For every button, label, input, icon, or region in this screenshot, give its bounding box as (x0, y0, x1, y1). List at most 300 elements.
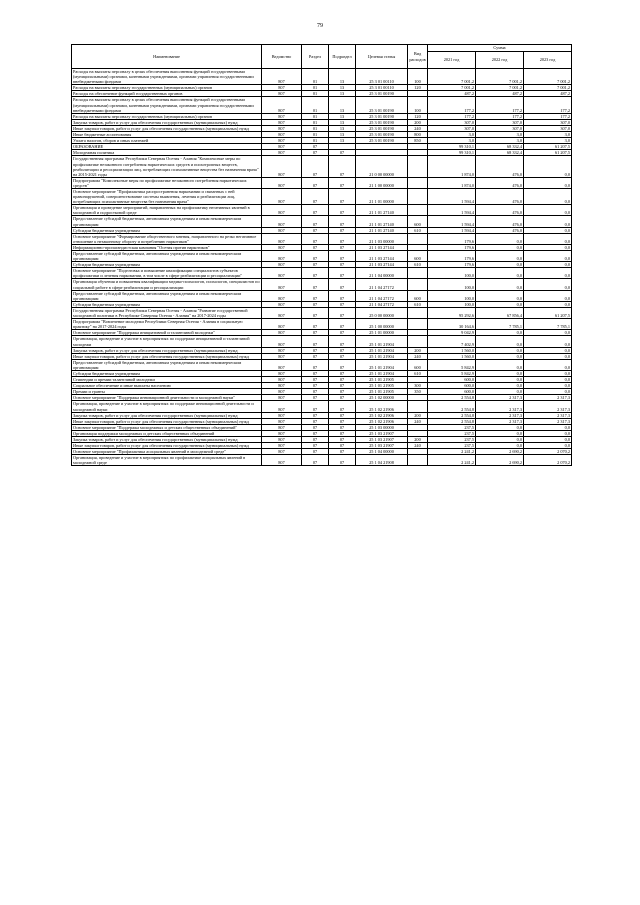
cell-ved: 807 (262, 401, 302, 412)
cell-y2022: 177,2 (476, 113, 524, 119)
cell-podrazdel: 07 (329, 188, 356, 204)
cell-y2023: 0,0 (524, 370, 572, 376)
cell-vr (408, 268, 428, 279)
cell-y2022: 487,2 (476, 91, 524, 97)
cell-y2022: 177,2 (476, 97, 524, 113)
cell-y2021: 5 842,9 (428, 370, 476, 376)
cell-y2022: 476,0 (476, 227, 524, 233)
cell-cs: 25 1 00 00000 (356, 319, 408, 330)
cell-razdel: 07 (302, 437, 329, 443)
cell-ved: 807 (262, 91, 302, 97)
cell-y2023: 2 317,3 (524, 401, 572, 412)
cell-podrazdel: 07 (329, 347, 356, 353)
table-row (72, 233, 572, 244)
cell-cs: 21 1 03 27144 (356, 244, 408, 250)
cell-name: Предоставление субсидий бюджетным, автономным учреждениям и иным некоммерческим организациям (72, 290, 262, 301)
cell-ved: 807 (262, 244, 302, 250)
cell-name: Информационно-пропагандистская кампания "Осетия против наркотиков" (72, 244, 262, 250)
cell-name: Основное мероприятие "Профилактика асоциальных явлений в молодежной среде" (72, 449, 262, 455)
header-razdel: Раздел (302, 45, 329, 69)
cell-razdel: 07 (302, 377, 329, 383)
cell-y2023: 2 317,3 (524, 412, 572, 418)
cell-ved: 807 (262, 443, 302, 449)
cell-ved: 807 (262, 132, 302, 138)
cell-razdel: 01 (302, 125, 329, 131)
cell-name: Субсидии бюджетным учреждениям (72, 301, 262, 307)
table-row (72, 319, 572, 330)
cell-cs: 25 1 02 21906 (356, 418, 408, 424)
cell-y2021: 3,0 (428, 138, 476, 144)
cell-vr: 300 (408, 383, 428, 389)
table-row (72, 177, 572, 188)
cell-y2023: 2 070,2 (524, 455, 572, 466)
cell-razdel: 07 (302, 279, 329, 290)
cell-y2022: 0,0 (476, 347, 524, 353)
cell-vr: 100 (408, 69, 428, 85)
cell-vr: 240 (408, 353, 428, 359)
cell-y2021: 2 554,8 (428, 401, 476, 412)
cell-name: Государственная программа Республики Северная Осетия - Алания "Комплексные меры по профилактике незаконного потребления наркотических средств и психотропных веществ, реабилитации и ресоциализации лиц, потребляющих психоактивные вещества без назначения врача" на 2015-2021 годы (72, 156, 262, 177)
cell-vr: 610 (408, 370, 428, 376)
cell-vr (408, 307, 428, 318)
cell-cs: 25 1 01 21905 (356, 383, 408, 389)
cell-ved: 807 (262, 188, 302, 204)
cell-podrazdel: 07 (329, 205, 356, 216)
cell-name: Основное мероприятие "Поддержка молодежных и детских общественных объединений" (72, 424, 262, 430)
cell-podrazdel: 07 (329, 370, 356, 376)
cell-podrazdel: 07 (329, 177, 356, 188)
cell-podrazdel: 07 (329, 455, 356, 466)
cell-razdel: 07 (302, 383, 329, 389)
cell-podrazdel: 07 (329, 319, 356, 330)
cell-y2021: 9 042,9 (428, 330, 476, 336)
cell-ved: 807 (262, 353, 302, 359)
cell-name: Подпрограмма "Вовлечение молодежи Республики Северная Осетия - Алания в социальную практику" на 2017-2024 годы (72, 319, 262, 330)
cell-ved: 807 (262, 430, 302, 436)
cell-razdel: 07 (302, 412, 329, 418)
cell-y2022: 476,0 (476, 188, 524, 204)
cell-vr: 200 (408, 437, 428, 443)
cell-ved: 807 (262, 177, 302, 188)
cell-ved: 807 (262, 307, 302, 318)
cell-name: Уплата налогов, сборов и иных платежей (72, 138, 262, 144)
cell-y2021: 7 402,9 (428, 336, 476, 347)
cell-name: Расходы на выплаты персоналу государственных (муниципальных) органов (72, 113, 262, 119)
cell-name: Закупка товаров, работ и услуг для обеспечения государственных (муниципальных) нужд (72, 437, 262, 443)
cell-cs: 21 1 04 27172 (356, 301, 408, 307)
cell-y2021: 1 594,4 (428, 227, 476, 233)
cell-ved: 807 (262, 418, 302, 424)
cell-vr: 610 (408, 227, 428, 233)
cell-vr (408, 177, 428, 188)
cell-y2022: 7 001,2 (476, 69, 524, 85)
cell-name: Иные закупки товаров, работ и услуг для обеспечения государственных (муниципальных) нужд (72, 443, 262, 449)
cell-ved: 807 (262, 330, 302, 336)
cell-y2021: 7 001,2 (428, 69, 476, 85)
cell-razdel: 07 (302, 395, 329, 401)
cell-y2021: 179,6 (428, 244, 476, 250)
cell-y2022: 0,0 (476, 330, 524, 336)
cell-y2022: 307,0 (476, 125, 524, 131)
cell-podrazdel: 13 (329, 85, 356, 91)
cell-ved: 807 (262, 251, 302, 262)
cell-cs: 21 1 01 27140 (356, 216, 408, 227)
cell-y2021: 5 842,9 (428, 359, 476, 370)
cell-ved: 807 (262, 227, 302, 233)
cell-y2021: 99 310,1 (428, 144, 476, 150)
cell-y2022: 68 332,4 (476, 150, 524, 156)
cell-podrazdel: 13 (329, 91, 356, 97)
cell-y2021: 2 554,8 (428, 412, 476, 418)
cell-y2023: 0,0 (524, 424, 572, 430)
cell-name: Организация поддержки молодежных и детских общественных объединений (72, 430, 262, 436)
cell-y2023: 0,0 (524, 290, 572, 301)
cell-y2022: 476,0 (476, 216, 524, 227)
cell-ved: 807 (262, 290, 302, 301)
cell-ved: 807 (262, 144, 302, 150)
cell-podrazdel: 13 (329, 125, 356, 131)
cell-y2022: 0,0 (476, 279, 524, 290)
cell-name: Субсидии бюджетным учреждениям (72, 227, 262, 233)
cell-y2022: 0,0 (476, 290, 524, 301)
cell-vr: 120 (408, 85, 428, 91)
cell-ved: 807 (262, 119, 302, 125)
cell-razdel: 07 (302, 370, 329, 376)
cell-name: Иные бюджетные ассигнования (72, 132, 262, 138)
cell-cs: 25 1 01 21904 (356, 353, 408, 359)
cell-razdel: 07 (302, 319, 329, 330)
cell-cs: 25 1 01 00000 (356, 330, 408, 336)
cell-name: Иные закупки товаров, работ и услуг для обеспечения государственных (муниципальных) нужд (72, 353, 262, 359)
cell-y2021: 100,0 (428, 268, 476, 279)
cell-cs: 25 1 01 21904 (356, 347, 408, 353)
table-row (72, 359, 572, 370)
table-row (72, 336, 572, 347)
cell-cs: 25 3 01 00190 (356, 113, 408, 119)
table-row (72, 97, 572, 113)
cell-y2021: 600,0 (428, 383, 476, 389)
cell-y2022: 68 332,4 (476, 144, 524, 150)
cell-ved: 807 (262, 455, 302, 466)
cell-y2023: 0,0 (524, 205, 572, 216)
cell-vr: 600 (408, 216, 428, 227)
cell-razdel: 07 (302, 233, 329, 244)
header-sum: Сумма (428, 45, 572, 52)
cell-y2022: 7 001,2 (476, 85, 524, 91)
cell-cs: 21 1 04 27172 (356, 290, 408, 301)
cell-podrazdel: 07 (329, 216, 356, 227)
cell-y2021: 2 554,8 (428, 418, 476, 424)
cell-vr: 350 (408, 389, 428, 395)
cell-ved: 807 (262, 125, 302, 131)
cell-y2023: 0,0 (524, 177, 572, 188)
cell-ved: 807 (262, 377, 302, 383)
cell-name: Расходы на выплаты персоналу государственных (муниципальных) органов (72, 85, 262, 91)
cell-podrazdel: 07 (329, 424, 356, 430)
cell-ved: 807 (262, 156, 302, 177)
table-row (72, 251, 572, 262)
cell-cs: 25 0 00 00000 (356, 307, 408, 318)
cell-y2022: 2 690,2 (476, 455, 524, 466)
cell-y2023: 0,0 (524, 268, 572, 279)
cell-cs: 25 1 01 21905 (356, 377, 408, 383)
cell-name: Предоставление субсидий бюджетным, автономным учреждениям и иным некоммерческим организациям (72, 216, 262, 227)
cell-name: Расходы на выплаты персоналу в целях обеспечения выполнения функций государственными (муниципальными) органами, казенными учреждениями, органами управления государственными внебюджетными фондами (72, 97, 262, 113)
cell-y2023: 487,2 (524, 91, 572, 97)
cell-razdel: 01 (302, 91, 329, 97)
cell-y2022: 476,0 (476, 205, 524, 216)
cell-ved: 807 (262, 113, 302, 119)
cell-ved: 807 (262, 437, 302, 443)
cell-vr: 240 (408, 443, 428, 449)
cell-podrazdel: 07 (329, 418, 356, 424)
cell-cs: 25 1 01 21904 (356, 370, 408, 376)
table-row (72, 401, 572, 412)
cell-razdel: 07 (302, 188, 329, 204)
cell-razdel: 01 (302, 119, 329, 125)
cell-y2022: 476,0 (476, 177, 524, 188)
cell-y2021: 3,0 (428, 132, 476, 138)
cell-podrazdel: 07 (329, 353, 356, 359)
cell-razdel: 07 (302, 262, 329, 268)
cell-cs: 25 3 01 00190 (356, 132, 408, 138)
cell-y2022: 0,0 (476, 244, 524, 250)
cell-cs: 21 1 03 27144 (356, 251, 408, 262)
cell-y2023: 0,0 (524, 389, 572, 395)
cell-y2022: 3,0 (476, 138, 524, 144)
cell-y2022: 0,0 (476, 377, 524, 383)
cell-podrazdel: 07 (329, 150, 356, 156)
cell-podrazdel: 13 (329, 69, 356, 85)
table-row (72, 216, 572, 227)
cell-y2022: 2 317,3 (476, 412, 524, 418)
cell-vr: 610 (408, 262, 428, 268)
cell-ved: 807 (262, 347, 302, 353)
cell-podrazdel: 07 (329, 401, 356, 412)
cell-podrazdel: 13 (329, 97, 356, 113)
cell-ved: 807 (262, 138, 302, 144)
header-ved: Ведомство (262, 45, 302, 69)
cell-y2022: 0,0 (476, 437, 524, 443)
cell-cs: 25 1 02 21906 (356, 401, 408, 412)
cell-y2022: 0,0 (476, 430, 524, 436)
cell-y2023: 0,0 (524, 227, 572, 233)
cell-y2021: 1 594,4 (428, 205, 476, 216)
cell-y2021: 30 164,6 (428, 319, 476, 330)
cell-vr (408, 319, 428, 330)
cell-cs: 25 1 02 00000 (356, 395, 408, 401)
table-row (72, 69, 572, 85)
cell-podrazdel: 07 (329, 251, 356, 262)
cell-podrazdel: 07 (329, 383, 356, 389)
cell-podrazdel: 07 (329, 430, 356, 436)
cell-name: Подпрограмма "Комплексные меры по профилактике незаконного потребления наркотических средств" (72, 177, 262, 188)
header-cs: Целевая статья (356, 45, 408, 69)
cell-y2022: 7 785,1 (476, 319, 524, 330)
cell-y2023: 0,0 (524, 301, 572, 307)
cell-vr: 600 (408, 359, 428, 370)
cell-y2021: 2 241,2 (428, 455, 476, 466)
cell-razdel: 07 (302, 359, 329, 370)
cell-y2022: 2 317,3 (476, 401, 524, 412)
cell-vr (408, 455, 428, 466)
cell-name: Организация и проведение мероприятий, направленных на профилактику негативных явлений в молодежной и подростковой среде (72, 205, 262, 216)
cell-y2023: 0,0 (524, 156, 572, 177)
cell-razdel: 07 (302, 307, 329, 318)
cell-ved: 807 (262, 85, 302, 91)
cell-y2021: 1 560,0 (428, 347, 476, 353)
cell-ved: 807 (262, 97, 302, 113)
cell-y2023: 7 001,2 (524, 69, 572, 85)
cell-vr: 610 (408, 301, 428, 307)
cell-cs: 25 1 04 00000 (356, 449, 408, 455)
cell-y2021: 99 310,1 (428, 150, 476, 156)
cell-name: Иные закупки товаров, работ и услуг для обеспечения государственных (муниципальных) нужд (72, 125, 262, 131)
cell-cs: 21 1 00 00000 (356, 177, 408, 188)
cell-podrazdel: 07 (329, 233, 356, 244)
cell-name: Закупка товаров, работ и услуг для обеспечения государственных (муниципальных) нужд (72, 119, 262, 125)
cell-vr: 120 (408, 113, 428, 119)
cell-razdel: 07 (302, 251, 329, 262)
cell-y2021: 237,5 (428, 424, 476, 430)
cell-y2021: 600,0 (428, 389, 476, 395)
cell-ved: 807 (262, 370, 302, 376)
cell-y2023: 0,0 (524, 262, 572, 268)
cell-vr: 100 (408, 97, 428, 113)
cell-ved: 807 (262, 424, 302, 430)
cell-y2021: 600,0 (428, 377, 476, 383)
cell-y2021: 307,0 (428, 119, 476, 125)
cell-razdel: 01 (302, 113, 329, 119)
cell-ved: 807 (262, 301, 302, 307)
cell-cs: 25 3 01 00190 (356, 91, 408, 97)
cell-y2023: 0,0 (524, 279, 572, 290)
cell-name: Предоставление субсидий бюджетным, автономным учреждениям и иным некоммерческим организациям (72, 359, 262, 370)
cell-y2022: 0,0 (476, 424, 524, 430)
cell-y2021: 100,0 (428, 290, 476, 301)
header-vr: Вид расходов (408, 45, 428, 69)
cell-y2022: 3,0 (476, 132, 524, 138)
cell-name: ОБРАЗОВАНИЕ (72, 144, 262, 150)
table-row (72, 455, 572, 466)
cell-vr (408, 336, 428, 347)
cell-podrazdel: 07 (329, 395, 356, 401)
cell-y2023: 61 207,5 (524, 150, 572, 156)
cell-y2021: 307,0 (428, 125, 476, 131)
cell-cs: 25 3 01 00190 (356, 97, 408, 113)
cell-ved: 807 (262, 319, 302, 330)
cell-razdel: 07 (302, 330, 329, 336)
cell-name: Стипендии и премии талантливой молодежи (72, 377, 262, 383)
cell-podrazdel: 07 (329, 449, 356, 455)
cell-name: Расходы на обеспечение функций государственных органов (72, 91, 262, 97)
cell-ved: 807 (262, 216, 302, 227)
cell-y2021: 1 560,0 (428, 353, 476, 359)
cell-cs: 25 1 03 21907 (356, 443, 408, 449)
table-row (72, 268, 572, 279)
cell-y2023: 0,0 (524, 359, 572, 370)
cell-y2023: 307,0 (524, 125, 572, 131)
cell-cs: 25 3 01 00190 (356, 119, 408, 125)
cell-y2021: 1 594,4 (428, 188, 476, 204)
cell-cs: 25 1 01 21904 (356, 359, 408, 370)
cell-razdel: 01 (302, 97, 329, 113)
cell-name: Организация обучения и повышения квалификации медико-психологов, психологов, специалистов по социальной работе в сфере реабилитации и ресоциализации (73, 279, 260, 290)
cell-y2021: 237,5 (428, 430, 476, 436)
header-year-2023: 2023 год (524, 52, 572, 69)
cell-cs: 25 1 03 00000 (356, 424, 408, 430)
cell-cs: 25 1 01 21904 (356, 336, 408, 347)
cell-vr (408, 279, 428, 290)
cell-vr: 240 (408, 125, 428, 131)
cell-ved: 807 (262, 150, 302, 156)
cell-razdel: 01 (302, 85, 329, 91)
cell-y2023: 0,0 (524, 383, 572, 389)
cell-y2023: 0,0 (524, 216, 572, 227)
table-header (72, 45, 572, 69)
cell-y2023: 7 785,1 (524, 319, 572, 330)
cell-y2022: 0,0 (476, 359, 524, 370)
cell-razdel: 07 (302, 205, 329, 216)
cell-name: Расходы на выплаты персоналу в целях обеспечения выполнения функций государственными (муниципальными) органами, казенными учреждениями, органами управления государственными внебюджетными фондами (72, 69, 262, 85)
cell-cs: 25 1 01 21905 (356, 389, 408, 395)
cell-y2021: 7 001,2 (428, 85, 476, 91)
cell-y2022: 67 856,4 (476, 307, 524, 318)
cell-y2022: 2 317,3 (476, 395, 524, 401)
cell-razdel: 01 (302, 138, 329, 144)
cell-y2021: 179,6 (428, 233, 476, 244)
cell-ved: 807 (262, 359, 302, 370)
cell-ved: 807 (262, 336, 302, 347)
cell-podrazdel: 07 (329, 389, 356, 395)
cell-cs: 21 1 01 27140 (356, 227, 408, 233)
page-number: 79 (317, 23, 323, 29)
cell-y2023: 177,2 (524, 97, 572, 113)
cell-cs: 21 1 04 00000 (356, 268, 408, 279)
table-body (72, 69, 572, 466)
table-row (72, 188, 572, 204)
cell-ved: 807 (262, 205, 302, 216)
cell-ved: 807 (262, 389, 302, 395)
cell-vr (408, 156, 428, 177)
cell-name: Иные закупки товаров, работ и услуг для обеспечения государственных (муниципальных) нужд (72, 418, 262, 424)
cell-cs: 25 1 03 21907 (356, 430, 408, 436)
cell-y2022: 476,0 (476, 156, 524, 177)
cell-razdel: 07 (302, 227, 329, 233)
cell-name: Социальное обеспечение и иные выплаты населению (72, 383, 262, 389)
cell-cs: 25 1 03 21907 (356, 437, 408, 443)
cell-y2023: 0,0 (524, 251, 572, 262)
cell-y2021: 2 554,8 (428, 395, 476, 401)
cell-name: Основное мероприятие "Поддержка инновационной деятельности и молодежной науки" (72, 395, 262, 401)
cell-razdel: 01 (302, 132, 329, 138)
cell-podrazdel: 13 (329, 138, 356, 144)
budget-table (71, 44, 572, 466)
cell-podrazdel: 07 (329, 227, 356, 233)
cell-y2023: 0,0 (524, 330, 572, 336)
cell-razdel: 07 (302, 216, 329, 227)
cell-cs: 21 1 04 27172 (356, 279, 408, 290)
cell-ved: 807 (262, 383, 302, 389)
cell-y2023: 61 207,5 (524, 144, 572, 150)
cell-y2023: 3,0 (524, 138, 572, 144)
cell-podrazdel: 07 (329, 244, 356, 250)
cell-vr (408, 188, 428, 204)
cell-y2023: 0,0 (524, 353, 572, 359)
cell-ved: 807 (262, 262, 302, 268)
cell-podrazdel: 07 (329, 156, 356, 177)
cell-name: Закупка товаров, работ и услуг для обеспечения государственных (муниципальных) нужд (72, 347, 262, 353)
